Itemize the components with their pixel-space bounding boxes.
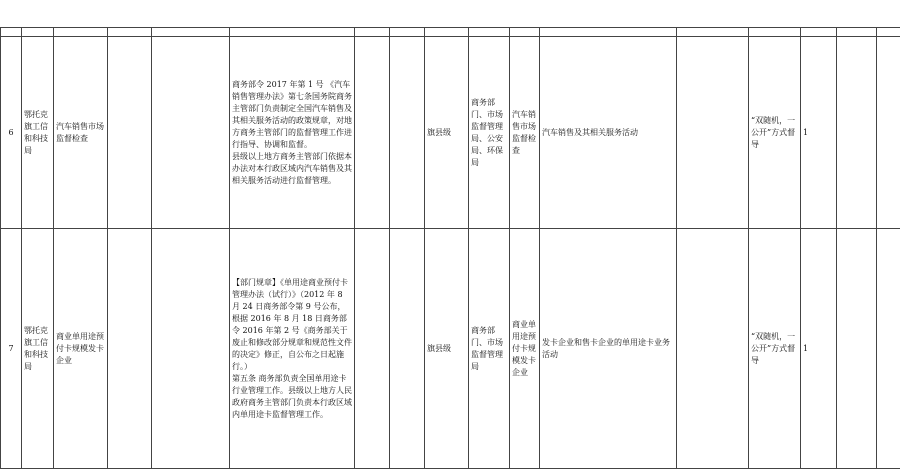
legal-basis-cell: 【部门规章】《单用途商业预付卡管理办法（试行）》（2012 年 8 月 24 日商务部令第 9 号公布，根据 2016 年 8 月 18 日商务部令 2016 年第 2 号《商务部关于废止和修改部分规章和规范性文件的决定》修正，自公布之日起施行。） 第五条 商务部负责全国单用途卡行业管理工作。县级以上地方人民政府商务主管部门负责本行政区域内单用途卡监督管理工作。 <box>230 229 355 469</box>
empty-cell <box>355 229 390 469</box>
legal-basis-cell: 商务部令 2017 年第 1 号 《汽车销售管理办法》第七条国务院商务主管部门负责制定全国汽车销售及其相关服务活动的政策规章，对地方商务主管部门的监督管理工作进行指导、协调和监督。 县级以上地方商务主管部门依据本办法对本行政区域内汽车销售及其相关服务活动进行监督管理。 <box>230 37 355 229</box>
empty-cell <box>108 37 152 229</box>
agencies-cell: 商务部门、市场监督管理局 <box>469 229 510 469</box>
level-cell: 旗县级 <box>425 37 469 229</box>
empty-cell <box>390 229 425 469</box>
row-number: 7 <box>1 229 22 469</box>
empty-cell <box>677 229 749 469</box>
level-cell: 旗县级 <box>425 229 469 469</box>
frequency-cell: 1 <box>801 229 837 469</box>
table-row <box>1 37 900 229</box>
table-top-spacer <box>1 28 22 37</box>
row-number: 6 <box>1 37 22 229</box>
item-name-cell: 商业单用途预付卡规模发卡企业 <box>54 229 108 469</box>
method-cell: “双随机，一公开”方式督导 <box>749 229 801 469</box>
empty-cell <box>837 229 877 469</box>
frequency-cell: 1 <box>801 37 837 229</box>
category-cell: 汽车销售市场监督检查 <box>510 37 540 229</box>
agencies-cell: 商务部门、市场监督管理局、公安局、环保局 <box>469 37 510 229</box>
department-cell: 鄂托克旗工信和科技局 <box>22 37 54 229</box>
inspection-table <box>0 27 900 469</box>
inspection-object-cell: 汽车销售及其相关服务活动 <box>540 37 677 229</box>
empty-cell <box>837 37 877 229</box>
empty-cell <box>152 37 230 229</box>
table-row <box>1 229 900 469</box>
empty-cell <box>108 229 152 469</box>
empty-cell <box>152 229 230 469</box>
category-cell: 商业单用途预付卡规模发卡企业 <box>510 229 540 469</box>
empty-cell <box>877 37 900 229</box>
empty-cell <box>390 37 425 229</box>
empty-cell <box>877 229 900 469</box>
empty-cell <box>677 37 749 229</box>
department-cell: 鄂托克旗工信和科技局 <box>22 229 54 469</box>
empty-cell <box>355 37 390 229</box>
inspection-object-cell: 发卡企业和售卡企业的单用途卡业务活动 <box>540 229 677 469</box>
item-name-cell: 汽车销售市场监督检查 <box>54 37 108 229</box>
method-cell: “双随机，一公开”方式督导 <box>749 37 801 229</box>
